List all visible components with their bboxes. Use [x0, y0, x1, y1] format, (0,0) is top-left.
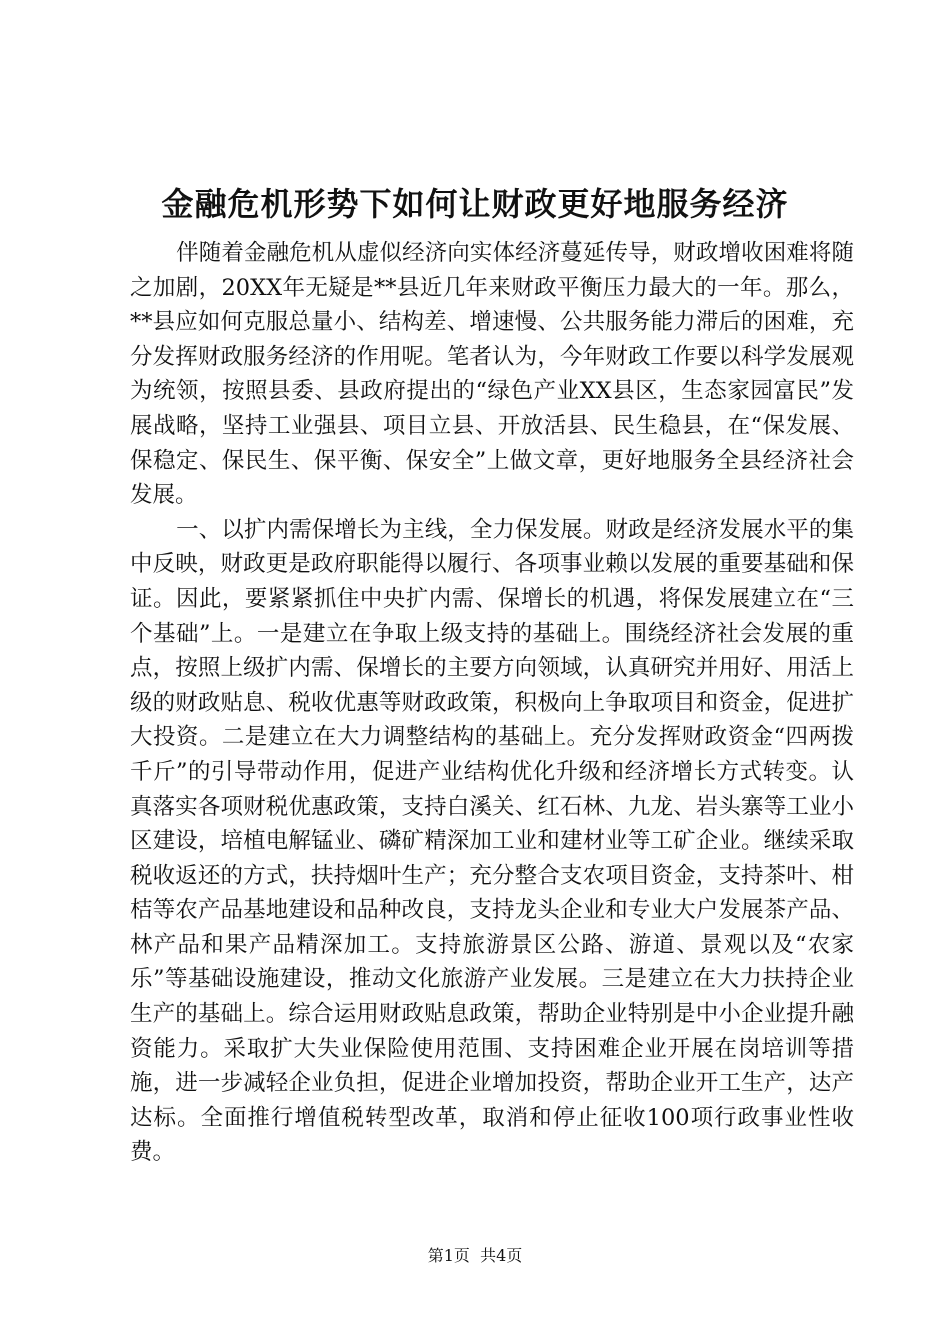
intro-paragraph: 伴随着金融危机从虚似经济向实体经济蔓延传导，财政增收困难将随之加剧，20XX年无疑是**县近几年来财政平衡压力最大的一年。那么，**县应如何克服总量小、结构差、增速慢、公共服务能力滞后的困难，充分发挥财政服务经济的作用呢。笔者认为，今年财政工作要以科学发展观为统领，按照县委、县政府提出的“绿色产业XX县区，生态家园富民”发展战略，坚持工业强县、项目立县、开放活县、民生稳县，在“保发展、保稳定、保民生、保平衡、保安全”上做文章，更好地服务全县经济社会发展。 [130, 240, 854, 509]
section-one-paragraph: 一、以扩内需保增长为主线，全力保发展。财政是经济发展水平的集中反映，财政更是政府职能得以履行、各项事业赖以发展的重要基础和保证。因此，要紧紧抓住中央扩内需、保增长的机遇，将保发展建立在“三个基础”上。一是建立在争取上级支持的基础上。围绕经济社会发展的重点，按照上级扩内需、保增长的主要方向领域，认真研究并用好、用活上级的财政贴息、税收优惠等财政政策，积极向上争取项目和资金，促进扩大投资。二是建立在大力调整结构的基础上。充分发挥财政资金“四两拨千斤”的引导带动作用，促进产业结构优化升级和经济增长方式转变。认真落实各项财税优惠政策，支持白溪关、红石林、九龙、岩头寨等工业小区建设，培植电解锰业、磷矿精深加工业和建材业等工矿企业。继续采取税收返还的方式，扶持烟叶生产；充分整合支农项目资金，支持茶叶、柑桔等农产品基地建设和品种改良，支持龙头企业和专业大户发展茶产品、林产品和果产品精深加工。支持旅游景区公路、游道、景观以及“农家乐”等基础设施建设，推动文化旅游产业发展。三是建立在大力扶持企业生产的基础上。综合运用财政贴息政策，帮助企业特别是中小企业提升融资能力。采取扩大失业保险使用范围、支持困难企业开展在岗培训等措施，进一步减轻企业负担，促进企业增加投资，帮助企业开工生产，达产达标。全面推行增值税转型改革，取消和停止征收100项行政事业性收费。 [130, 516, 854, 1166]
page-total: 共4页 [480, 1246, 523, 1265]
document-body [130, 236, 854, 1170]
document-title: 金融危机形势下如何让财政更好地服务经济 [161, 185, 789, 223]
page-number: 第1页 [427, 1246, 470, 1265]
page-footer [0, 1244, 950, 1268]
